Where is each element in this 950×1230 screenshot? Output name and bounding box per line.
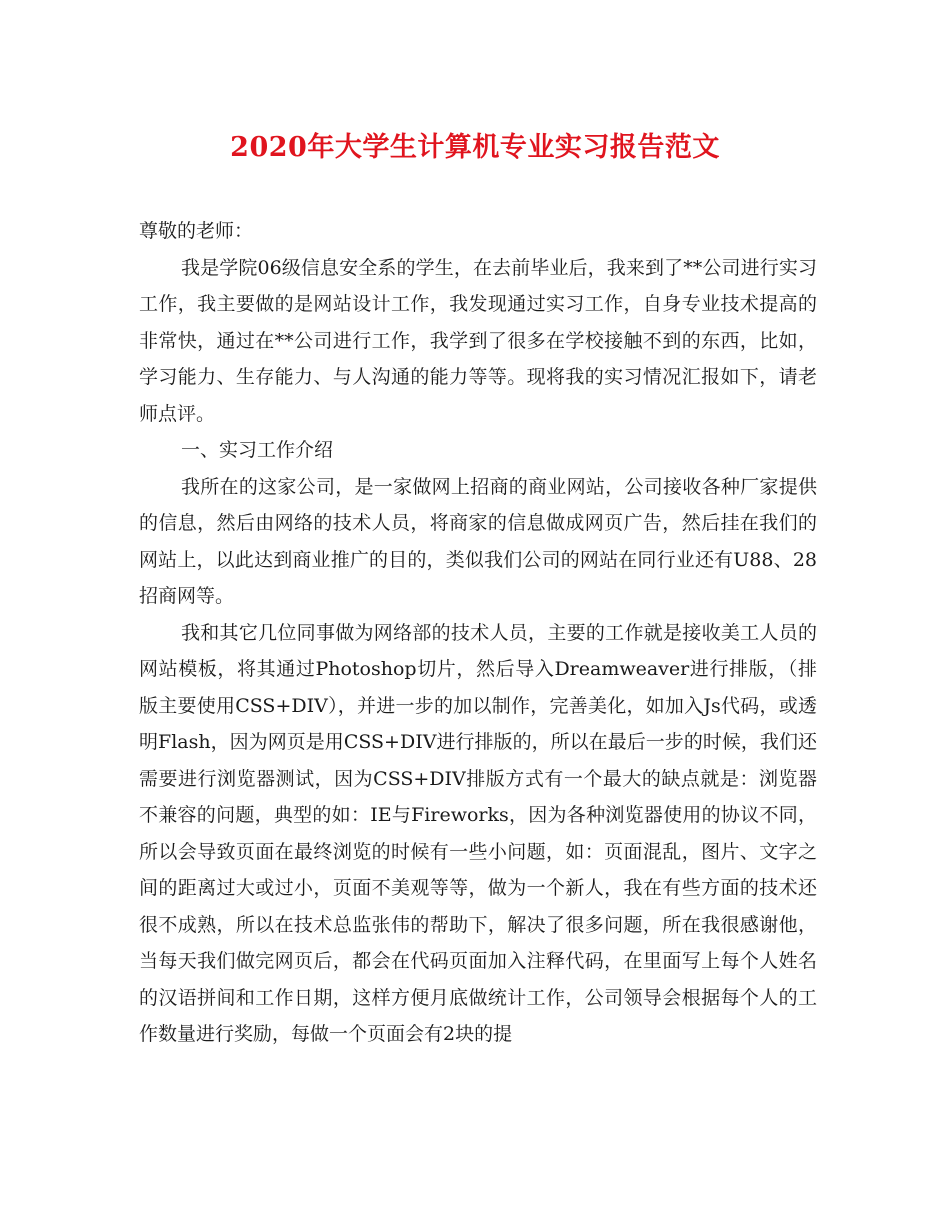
paragraph-intro: 我是学院06级信息安全系的学生，在去前毕业后，我来到了**公司进行实习工作，我主要做的是网站设计工作，我发现通过实习工作，自身专业技术提高的非常快，通过在**公司进行工作，我学到了很多在学校接触不到的东西，比如，学习能力、生存能力、与人沟通的能力等等。现将我的实习情况汇报如下，请老师点评。 [139, 256, 817, 425]
document-title: 2020年大学生计算机专业实习报告范文 [230, 132, 720, 163]
paragraph-company: 我所在的这家公司，是一家做网上招商的商业网站，公司接收各种厂家提供的信息，然后由网络的技术人员，将商家的信息做成网页广告，然后挂在我们的网站上，以此达到商业推广的目的，类似我们公司的网站在同行业还有U88、28招商网等。 [139, 475, 817, 607]
section-heading: 一、实习工作介绍 [181, 439, 334, 461]
paragraph-work: 我和其它几位同事做为网络部的技术人员，主要的工作就是接收美工人员的网站模板，将其通过Photoshop切片，然后导入Dreamweaver进行排版，（排版主要使用CSS+DIV），并进一步的加以制作，完善美化，如加入Js代码，或透明Flash，因为网页是用CSS+DIV进行排版的，所以在最后一步的时候，我们还需要进行浏览器测试，因为CSS+DIV排版方式有一个最大的缺点就是：浏览器不兼容的问题，典型的如：IE与Fireworks，因为各种浏览器使用的协议不同，所以会导致页面在最终浏览的时候有一些小问题，如：页面混乱，图片、文字之间的距离过大或过小，页面不美观等等，做为一个新人，我在有些方面的技术还很不成熟，所以在技术总监张伟的帮助下，解决了很多问题，所在我很感谢他，当每天我们做完网页后，都会在代码页面加入注释代码，在里面写上每个人姓名的汉语拼间和工作日期，这样方便月底做统计工作，公司领导会根据每个人的工作数量进行奖励，每做一个页面会有2块的提 [139, 621, 817, 1045]
greeting-line: 尊敬的老师： [139, 220, 254, 242]
document-body [139, 213, 817, 1053]
